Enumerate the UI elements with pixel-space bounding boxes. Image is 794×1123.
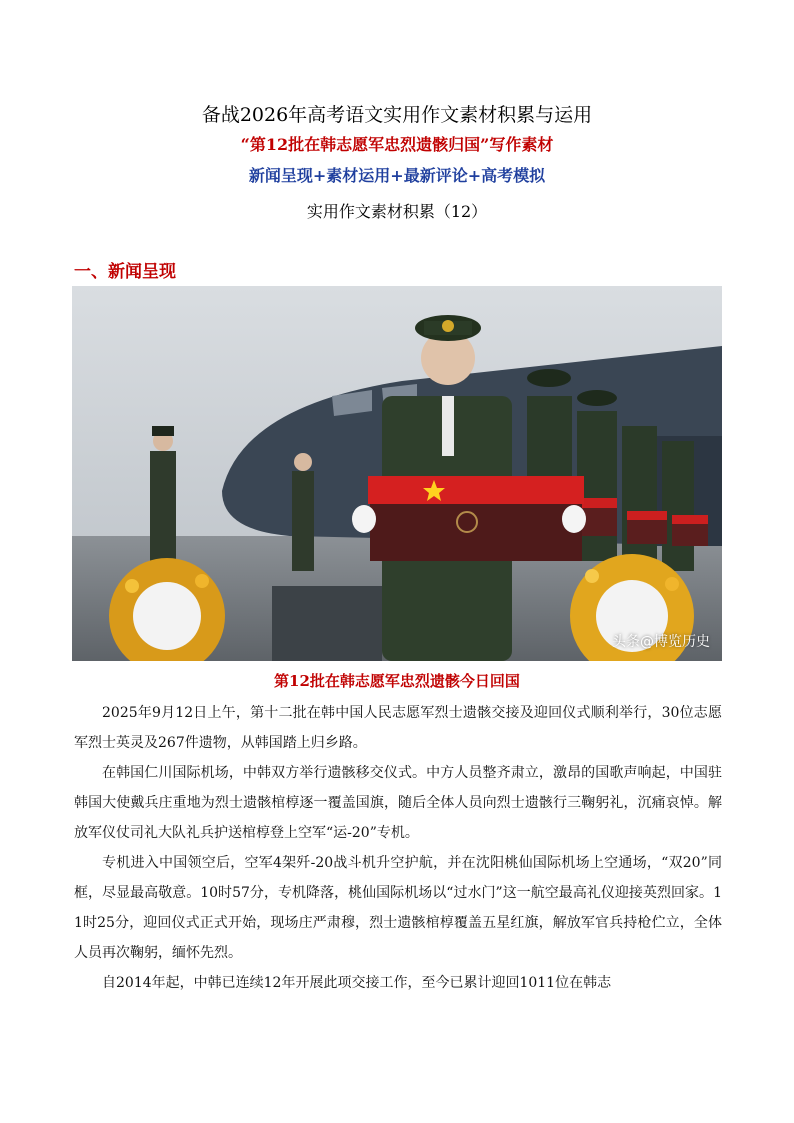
- ceremony-illustration: [72, 286, 722, 661]
- news-photo: [72, 286, 722, 661]
- paragraph: 专机进入中国领空后，空军4架歼-20战斗机升空护航，并在沈阳桃仙国际机场上空通场，“双20”同框，尽显最高敬意。10时57分，专机降落，桃仙国际机场以“过水门”这一航空最高礼仪迎接英烈回家。11时25分，迎回仪式正式开始，现场庄严肃穆，烈士遗骸棺椁覆盖五星红旗，解放军官兵持枪伫立，全体人员再次鞠躬，缅怀先烈。: [74, 855, 722, 961]
- document-series: 实用作文素材积累（12）: [306, 202, 488, 221]
- document-tagline: 新闻呈现+素材运用+最新评论+高考模拟: [248, 166, 546, 185]
- section-heading: 一、新闻呈现: [74, 262, 176, 282]
- photo-caption: 第12批在韩志愿军忠烈遗骸今日回国: [274, 672, 520, 690]
- photo-watermark: 头条@博览历史: [612, 634, 710, 650]
- paragraph: 2025年9月12日上午，第十二批在韩中国人民志愿军烈士遗骸交接及迎回仪式顺利举行，30位志愿军烈士英灵及267件遗物，从韩国踏上归乡路。: [74, 705, 722, 751]
- paragraph: 在韩国仁川国际机场，中韩双方举行遗骸移交仪式。中方人员整齐肃立，激昂的国歌声响起，中国驻韩国大使戴兵庄重地为烈士遗骸棺椁逐一覆盖国旗，随后全体人员向烈士遗骸行三鞠躬礼，沉痛哀悼。解放军仪仗司礼大队礼兵护送棺椁登上空军“运-20”专机。: [74, 765, 722, 841]
- document-subtitle: “第12批在韩志愿军忠烈遗骸归国”写作素材: [240, 135, 554, 154]
- document-title: 备战2026年高考语文实用作文素材积累与运用: [201, 104, 593, 126]
- article-body: [74, 698, 722, 998]
- paragraph: 自2014年起，中韩已连续12年开展此项交接工作，至今已累计迎回1011位在韩志: [102, 975, 612, 991]
